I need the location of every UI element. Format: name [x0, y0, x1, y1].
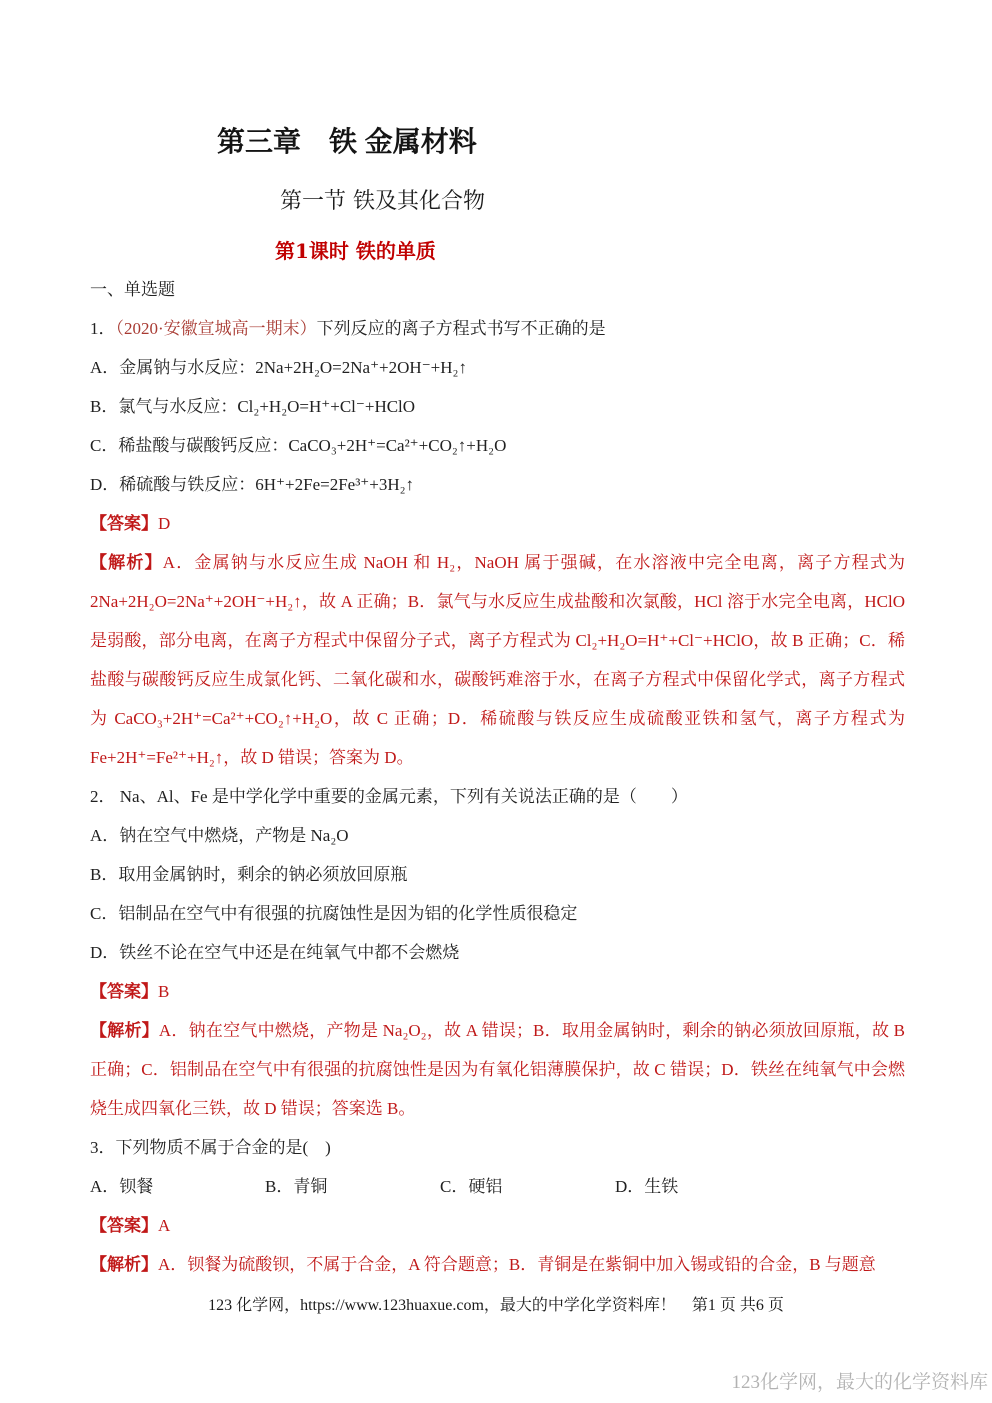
question-1-answer-line [90, 504, 905, 543]
question-2-analysis-text: A．钠在空气中燃烧，产物是 Na₂O₂，故 A 错误；B．取用金属钠时，剩余的钠必须放回原瓶，故 B 正确；C．铝制品在空气中有很强的抗腐蚀性是因为有氧化铝薄膜保护，故 C 错误；D．铁丝在纯氧气中会燃烧生成四氧化三铁，故 D 错误；答案选 B。 [90, 1021, 906, 1118]
question-1-analysis-label: 【解析】 [90, 553, 163, 572]
question-1-option-d: D．稀硫酸与铁反应：6H⁺+2Fe=2Fe³⁺+3H₂↑ [90, 475, 415, 494]
question-2-stem-text: Na、Al、Fe 是中学化学中重要的金属元素，下列有关说法正确的是（ ） [115, 787, 688, 806]
question-1-answer-value: D [158, 514, 171, 533]
questions-body [0, 270, 992, 1284]
footer-page-number: 第1 页 共6 页 [691, 1297, 784, 1314]
question-3-answer-label: 【答案】 [90, 1216, 158, 1235]
question-1-stem [90, 309, 905, 348]
question-2-analysis [90, 1011, 905, 1128]
question-2-answer-line [90, 972, 905, 1011]
watermark-text: 123化学网，最大的化学资料库 [731, 1372, 988, 1393]
question-2-answer-label: 【答案】 [90, 982, 158, 1001]
question-3-option-d: D．生铁 [615, 1177, 679, 1196]
question-2-stem [90, 777, 905, 816]
question-1-source-tag: （2020·安徽宣城高一期末） [115, 319, 317, 338]
question-3-analysis [90, 1245, 905, 1284]
page-footer [0, 1296, 992, 1316]
question-2-option-a: A．钠在空气中燃烧，产物是 Na₂O [90, 826, 349, 845]
question-3-option-b: B．青铜 [265, 1177, 328, 1196]
question-1-analysis [90, 543, 905, 777]
question-1-option-c: C．稀盐酸与碳酸钙反应：CaCO₃+2H⁺=Ca²⁺+CO₂↑+H₂O [90, 436, 507, 455]
question-3-number: 3． [90, 1138, 116, 1157]
question-3-options-row [90, 1167, 905, 1206]
question-3-analysis-text: A．钡餐为硫酸钡，不属于合金，A 符合题意；B．青铜是在紫铜中加入锡或铅的合金，B 与题意 [158, 1255, 876, 1274]
footer-site-text: 123 化学网，https://www.123huaxue.com，最大的中学化学资料库！ [208, 1297, 676, 1314]
question-1-option-b: B．氯气与水反应：Cl₂+H₂O=H⁺+Cl⁻+HClO [90, 397, 416, 416]
question-2-number: 2． [90, 787, 116, 806]
chapter-title: 第三章 铁 金属材料 [217, 126, 477, 157]
question-2-option-b: B．取用金属钠时，剩余的钠必须放回原瓶 [90, 865, 408, 884]
section-title: 第一节 铁及其化合物 [280, 189, 485, 214]
question-3-answer-line [90, 1206, 905, 1245]
question-1-option-a: A．金属钠与水反应：2Na+2H₂O=2Na⁺+2OH⁻+H₂↑ [90, 358, 467, 377]
question-3-answer-value: A [158, 1216, 171, 1235]
part-heading: 一、单选题 [90, 280, 175, 299]
question-3-stem-text: 下列物质不属于合金的是( ) [115, 1138, 331, 1157]
question-1-analysis-text: A．金属钠与水反应生成 NaOH 和 H₂，NaOH 属于强碱，在水溶液中完全电离，离子方程式为 2Na+2H₂O=2Na⁺+2OH⁻+H₂↑，故 A 正确；B．氯气与水反应生成盐酸和次氯酸，HCl 溶于水完全电离，HClO 是弱酸，部分电离，在离子方程式中保留分子式，离子方程式为 Cl₂+H₂O=H⁺+Cl⁻+HClO，故 B 正确；C．稀盐酸与碳酸钙反应生成氯化钙、二氧化碳和水，碳酸钙难溶于水，在离子方程式中保留化学式，离子方程式为 CaCO₃+2H⁺=Ca²⁺+CO₂↑+H₂O，故 C 正确；D．稀硫酸与铁反应生成硫酸亚铁和氢气，离子方程式为 Fe+2H⁺=Fe²⁺+H₂↑，故 D 错误；答案为 D。 [90, 553, 906, 767]
question-1-number: 1． [90, 319, 116, 338]
question-3-stem [90, 1128, 905, 1167]
question-3-option-a: A．钡餐 [90, 1177, 154, 1196]
question-1-stem-text: 下列反应的离子方程式书写不正确的是 [316, 319, 606, 338]
question-2-analysis-label: 【解析】 [90, 1021, 159, 1040]
question-3-option-c: C．硬铝 [440, 1177, 503, 1196]
question-2-option-c: C．铝制品在空气中有很强的抗腐蚀性是因为铝的化学性质很稳定 [90, 904, 578, 923]
lesson-title: 第1课时 铁的单质 [275, 239, 436, 263]
question-2-answer-value: B [158, 982, 170, 1001]
question-2-option-d: D．铁丝不论在空气中还是在纯氧气中都不会燃烧 [90, 943, 460, 962]
question-3-analysis-label: 【解析】 [90, 1255, 158, 1274]
question-1-answer-label: 【答案】 [90, 514, 158, 533]
